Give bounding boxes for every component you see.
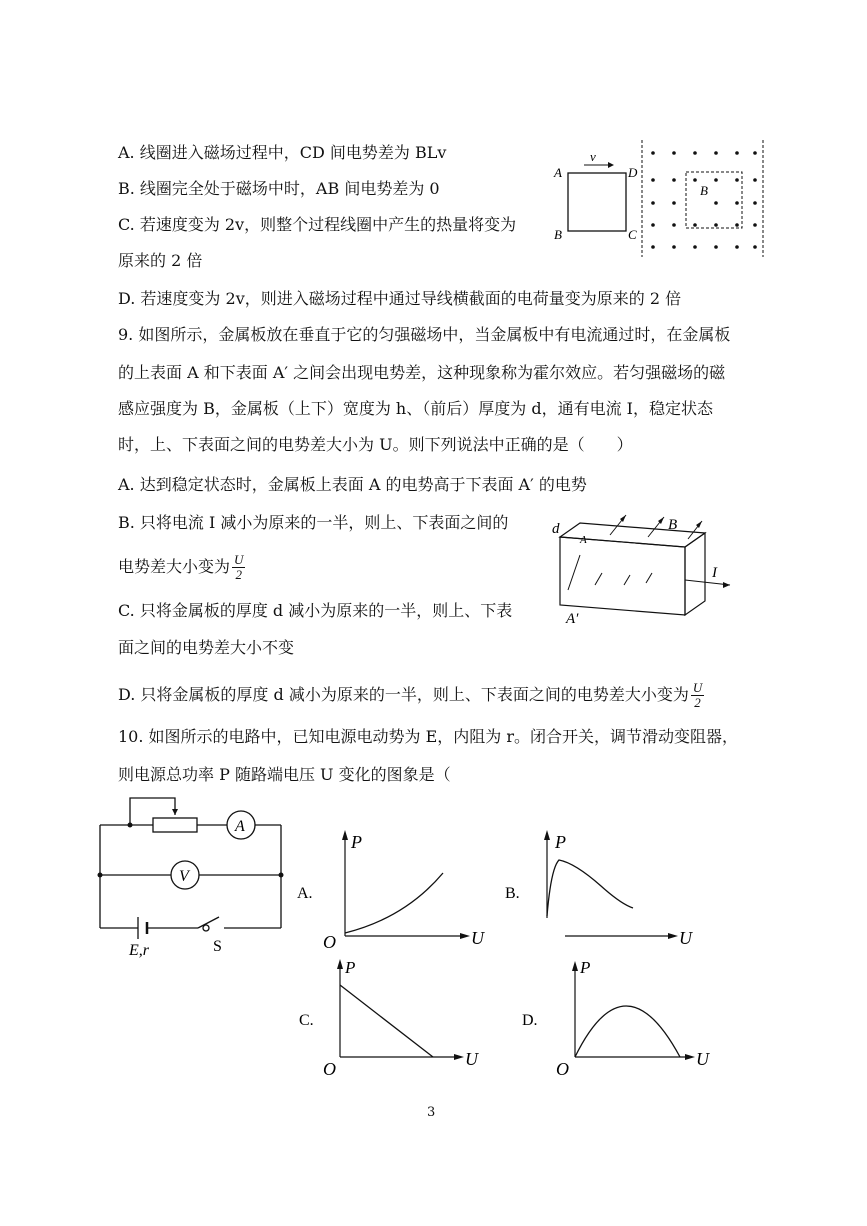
switch-label: S (213, 938, 222, 955)
label-d: D (628, 165, 638, 180)
axis-u-label: U (471, 928, 484, 948)
q8-option-d: D. 若速度变为 2v，则进入磁场过程中通过导线横截面的电荷量变为原来的 2 倍 (118, 289, 682, 308)
coil-square (568, 173, 626, 231)
graph-a (295, 828, 495, 953)
label-v: v (590, 149, 596, 164)
q9-option-b-text: 电势差大小变为 (118, 557, 231, 576)
option-label: D. (522, 1012, 538, 1029)
q8-option-a: A. 线圈进入磁场过程中，CD 间电势差为 BLv (118, 143, 447, 162)
label-c: C (628, 227, 637, 242)
label-d: d (552, 521, 560, 537)
q9-stem-line4: 时，上、下表面之间的电势差大小为 U。则下列说法中正确的是（ ） (118, 435, 633, 454)
axis-u-label: U (696, 1049, 709, 1069)
graph-b (503, 828, 703, 953)
option-label: A. (297, 885, 313, 902)
ammeter-label: A (235, 818, 245, 835)
page-number: 3 (427, 1105, 436, 1120)
axis-p-label: P (345, 958, 356, 977)
source-label: E,r (129, 942, 149, 959)
axis-p-label: P (351, 832, 362, 852)
label-i: I (712, 565, 717, 581)
label-b: B (668, 517, 678, 533)
q8-option-b: B. 线圈完全处于磁场中时，AB 间电势差为 0 (118, 179, 440, 198)
curve-c (340, 985, 433, 1057)
q9-option-d-text: D. 只将金属板的厚度 d 减小为原来的一半，则上、下表面之间的电势差大小变为 (118, 685, 689, 704)
q9-option-c-line2: 面之间的电势差大小不变 (118, 638, 295, 657)
curve-a (345, 873, 443, 933)
q9-stem-line1: 9. 如图所示，金属板放在垂直于它的匀强磁场中，当金属板中有电流通过时，在金属板 (118, 325, 731, 344)
voltmeter-label: V (179, 868, 189, 885)
fraction-u-over-2: $\frac{U}{2}$ (234, 552, 244, 582)
q9-option-a: A. 达到稳定状态时，金属板上表面 A 的电势高于下表面 A′ 的电势 (118, 475, 587, 494)
q9-stem-line2: 的上表面 A 和下表面 A′ 之间会出现电势差，这种现象称为霍尔效应。若匀强磁场的磁 (118, 363, 726, 382)
q8-option-c-line1: C. 若速度变为 2v，则整个过程线圈中产生的热量将变为 (118, 215, 517, 234)
q9-option-b-line1: B. 只将电流 I 减小为原来的一半，则上、下表面之间的 (118, 513, 509, 532)
axis-p-label: P (555, 832, 566, 852)
label-b: B (554, 227, 562, 242)
q9-option-b-line2 (118, 553, 245, 582)
axis-u-label: U (465, 1049, 478, 1069)
q9-option-d (118, 681, 704, 710)
q9-option-c-line1: C. 只将金属板的厚度 d 减小为原来的一半，则上、下表 (118, 601, 513, 620)
fraction-u-over-2-d: $\frac{U}{2}$ (692, 680, 703, 710)
q8-option-c-line2: 原来的 2 倍 (118, 251, 203, 270)
origin-label: O (323, 932, 336, 952)
option-label: B. (505, 885, 520, 902)
q10-stem-line2: 则电源总功率 P 随路端电压 U 变化的图象是（ (118, 765, 451, 784)
option-label: C. (299, 1012, 314, 1029)
curve-b (547, 860, 633, 916)
q9-figure (540, 505, 740, 630)
field-dots (651, 151, 757, 249)
label-a: A (554, 165, 562, 180)
q10-stem-line1: 10. 如图所示的电路中，已知电源电动势为 E，内阻为 r。闭合开关，调节滑动变阻器， (118, 727, 739, 746)
origin-label: O (323, 1059, 336, 1079)
graph-c (295, 955, 495, 1080)
label-a-prime: A′ (566, 611, 579, 627)
axis-u-label: U (679, 928, 692, 948)
label-field-b: B (700, 183, 708, 198)
q8-figure (550, 135, 770, 260)
q10-circuit (95, 793, 295, 963)
graph-d (520, 955, 720, 1080)
axis-p-label: P (580, 958, 591, 977)
label-a: A (580, 534, 587, 546)
origin-label: O (556, 1059, 569, 1079)
q9-stem-line3: 感应强度为 B，金属板（上下）宽度为 h、（前后）厚度为 d，通有电流 I，稳定状态 (118, 399, 713, 418)
curve-d (575, 1006, 680, 1057)
